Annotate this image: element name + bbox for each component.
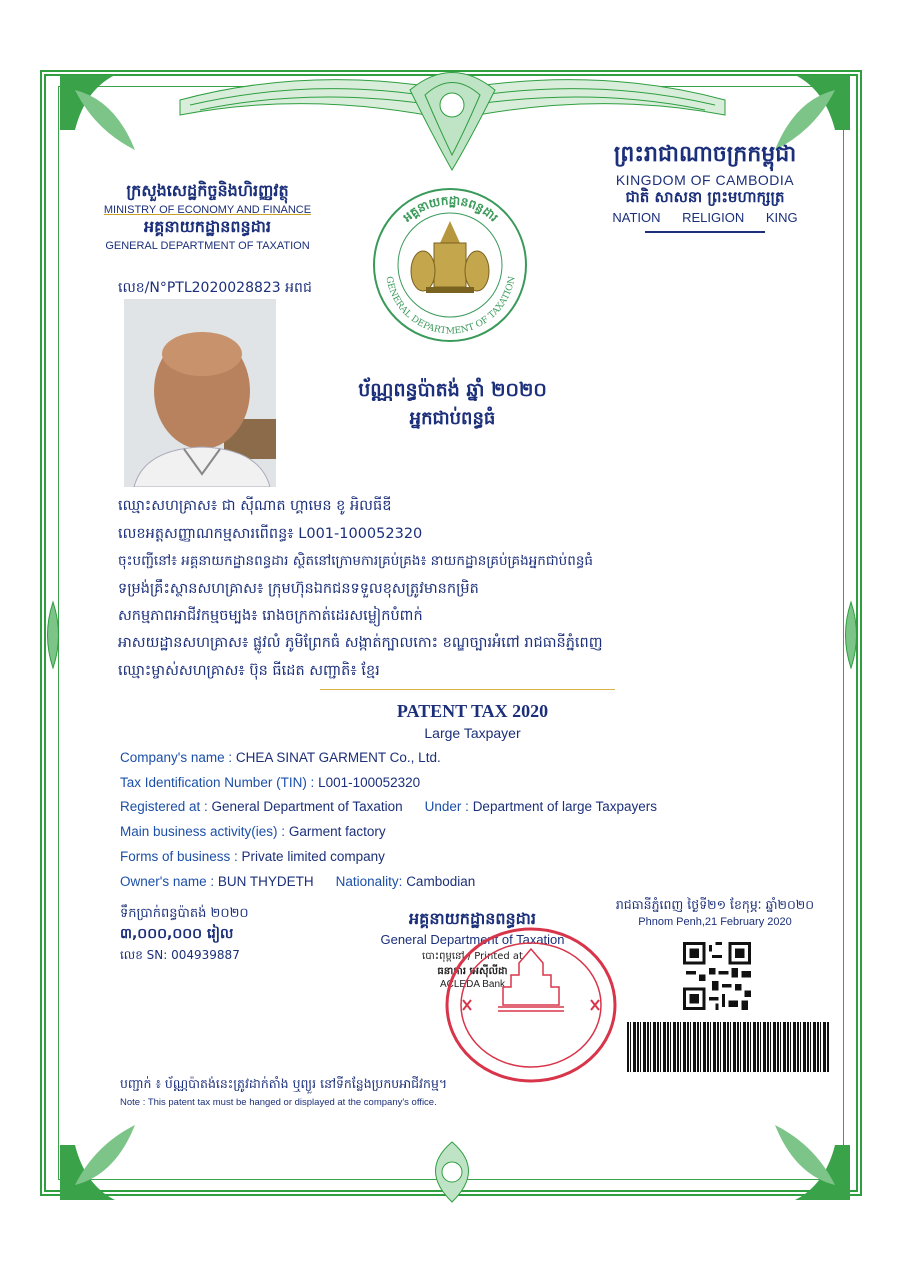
company-name-label: Company's name : [120, 750, 236, 765]
department-khmer: អគ្គនាយកដ្ឋានពន្ធដារ [144, 217, 271, 236]
khmer-business-form: ទម្រង់គ្រឹះស្ថានសហគ្រាស៖ ក្រុមហ៊ុនឯកជនទទួលខុសត្រូវមានកម្រិត [118, 581, 479, 597]
khmer-tin: លេខអត្តសញ្ញាណកម្មសារពើពន្ធ៖ L001-100052320 [118, 526, 423, 542]
nationality-label: Nationality: [335, 874, 407, 889]
motto-khmer: ជាតិ សាសនា ព្រះមហាក្សត្រ [625, 188, 785, 206]
seal-emblem-icon [411, 221, 489, 293]
ministry-khmer: ក្រសួងសេដ្ឋកិច្ចនិងហិរញ្ញវត្ថុ [126, 181, 289, 200]
seal-bottom-text: GENERAL DEPARTMENT OF TAXATION [383, 275, 518, 337]
owner-label: Owner's name : [120, 874, 218, 889]
bank-khmer: ធនាគារ អេស៊ីលីដា [437, 966, 508, 977]
motto-english: NATION RELIGION KING [612, 210, 798, 225]
activity-value: Garment factory [288, 824, 386, 839]
bank-english: ACLEDA Bank [439, 979, 506, 990]
note-khmer: បញ្ជាក់ ៖ ប័ណ្ណប៉ាតង់នេះត្រូវដាក់តាំង ឬព្យួរ នៅទីកន្លែងប្រកបអាជីវកម្ម។ [120, 1076, 448, 1091]
khmer-address: អាសយដ្ឋានសហគ្រាស៖ ផ្លូវលំ ភូមិព្រែកធំ សង្កាត់ក្បាលកោះ ខណ្ឌច្បារអំពៅ រាជធានីភ្នំពេញ [118, 635, 603, 651]
owner-row [120, 874, 475, 889]
reference-number: លេខ/N°PTL2020028823 អពជ [118, 280, 312, 296]
kingdom-english: KINGDOM OF CAMBODIA [615, 172, 795, 188]
nationality-value: Cambodian [406, 874, 476, 889]
section-divider [320, 689, 615, 690]
certificate-title [330, 378, 575, 433]
side-ornament-right [840, 600, 862, 670]
sign-dept-khmer: អគ្គនាយកដ្ឋានពន្ធដារ [409, 909, 536, 928]
forms-label: Forms of business : [120, 849, 242, 864]
corner-ornament-bottom-right [745, 1095, 855, 1205]
forms-row [120, 849, 385, 864]
khmer-business-activity: សកម្មភាពអាជីវកម្មចម្បង៖ រោងចក្រកាត់ដេរសម្លៀកបំពាក់ [118, 608, 423, 624]
activity-label: Main business activity(ies) : [120, 824, 289, 839]
company-name-value: CHEA SINAT GARMENT Co., Ltd. [235, 750, 441, 765]
owner-value: BUN THYDETH [217, 874, 314, 889]
note-english: Note : This patent tax must be hanged or displayed at the company's office. [120, 1097, 437, 1108]
qr-code-icon [683, 942, 751, 1010]
registered-label: Registered at : [120, 799, 212, 814]
patent-tax-title: PATENT TAX 2020 [396, 701, 549, 721]
serial-number: លេខ SN: 004939887 [120, 948, 240, 962]
khmer-registered: ចុះបញ្ជីនៅ៖ អគ្គនាយកដ្ឋានពន្ធដារ ស្ថិតនៅក្រោមការគ្រប់គ្រង៖ នាយកដ្ឋានគ្រប់គ្រងអ្នកជាប់ពន្ធធំ [118, 553, 593, 569]
khmer-company-name: ឈ្មោះសហគ្រាស៖ ជា ស៊ីណាត ហ្គាមេន ខូ អិលធីឌី [118, 498, 392, 514]
activity-row [120, 824, 386, 839]
registered-row [120, 799, 657, 814]
official-stamp [443, 925, 618, 1085]
header-rule [645, 231, 765, 233]
tin-label: Tax Identification Number (TIN) : [120, 775, 319, 790]
barcode [627, 1022, 829, 1072]
tin-row [120, 775, 420, 790]
registered-value: General Department of Taxation [211, 799, 403, 814]
portrait-image [124, 299, 276, 487]
forms-value: Private limited company [241, 849, 385, 864]
angkor-temple-icon [498, 949, 564, 1011]
fee-label: ទឹកប្រាក់ពន្ធប៉ាតង់ ២០២០ [120, 906, 249, 921]
seal-top-text: អគ្គនាយកដ្ឋានពន្ធដារ [400, 193, 502, 225]
sign-dept-english: General Department of Taxation [380, 932, 565, 947]
side-ornament-left [42, 600, 64, 670]
fee-amount: ៣,០០០,០០០ រៀល [120, 926, 234, 942]
kingdom-khmer: ព្រះរាជាណាចក្រកម្ពុជា [613, 142, 797, 167]
khmer-title: ប័ណ្ណពន្ធប៉ាតង់ ឆ្នាំ ២០២០ [358, 379, 547, 401]
kingdom-header [585, 140, 825, 233]
company-name-row [120, 750, 441, 765]
issue-date [600, 897, 830, 928]
printed-at: បោះពុម្ពនៅ / Printed at [422, 951, 523, 962]
tin-value: L001-100052320 [318, 775, 421, 790]
under-label: Under : [424, 799, 473, 814]
khmer-subtitle: អ្នកជាប់ពន្ធធំ [409, 408, 496, 429]
corner-ornament-top-left [55, 70, 165, 180]
owner-photo [124, 299, 276, 487]
under-value: Department of large Taxpayers [472, 799, 658, 814]
date-khmer: រាជធានីភ្នំពេញ ថ្ងៃទី២១ ខែកុម្ភៈ ឆ្នាំ២០២០ [615, 897, 815, 912]
fee-block [120, 905, 249, 945]
corner-ornament-bottom-left [55, 1095, 165, 1205]
khmer-owner: ឈ្មោះម្ចាស់សហគ្រាស៖ ប៊ុន ធីដេត សញ្ជាតិ៖ ខ្មែរ [118, 663, 380, 679]
taxation-seal [368, 183, 533, 343]
date-english: Phnom Penh,21 February 2020 [638, 916, 792, 928]
patent-tax-subtitle: Large Taxpayer [424, 725, 521, 741]
ministry-header [90, 180, 325, 252]
bottom-ornament [415, 1140, 490, 1205]
ministry-english: MINISTRY OF ECONOMY AND FINANCE [103, 204, 312, 216]
department-english: GENERAL DEPARTMENT OF TAXATION [105, 240, 310, 252]
